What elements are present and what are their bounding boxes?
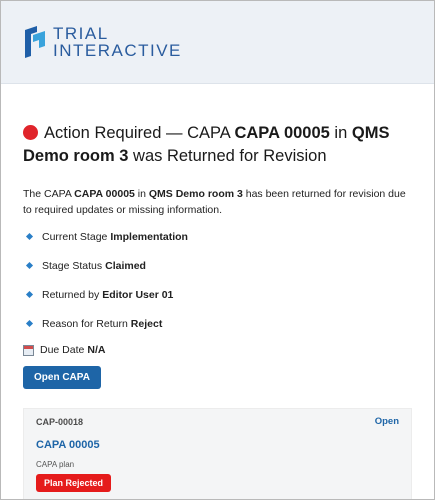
details-list: [23, 230, 412, 346]
description-suffix: has been returned for revision due to required updates or missing information.: [23, 188, 406, 216]
brand-name: [53, 25, 182, 59]
brand-line-1: TRIAL: [53, 24, 109, 43]
calendar-icon: [23, 345, 34, 356]
due-date: [23, 344, 412, 356]
headline-in: in: [329, 124, 352, 142]
headline-prefix: Action Required — CAPA: [44, 124, 235, 142]
card-subtitle: CAPA plan: [36, 460, 75, 469]
detail-label: Current Stage: [42, 231, 108, 243]
due-date-label: Due Date: [40, 344, 85, 356]
card-title[interactable]: CAPA 00005: [36, 439, 100, 451]
detail-returned-by: [23, 288, 412, 317]
description-prefix: The CAPA: [23, 188, 75, 200]
headline: [23, 122, 412, 168]
detail-value: Claimed: [105, 260, 146, 272]
open-capa-button[interactable]: Open CAPA: [23, 366, 101, 389]
detail-current-stage: [23, 230, 412, 259]
trial-interactive-logo-icon: [23, 26, 47, 58]
email-header: [1, 1, 434, 84]
diamond-bullet-icon: [26, 262, 33, 269]
detail-value: Implementation: [110, 231, 188, 243]
capa-card: [23, 408, 412, 500]
status-badge: Plan Rejected: [36, 474, 111, 492]
description-room: QMS Demo room 3: [148, 188, 243, 200]
headline-capa-id: CAPA 00005: [234, 124, 330, 142]
detail-label: Returned by: [42, 289, 100, 301]
detail-label: Reason for Return: [42, 318, 128, 330]
diamond-bullet-icon: [26, 291, 33, 298]
detail-value: Reject: [130, 318, 163, 330]
description: [23, 186, 412, 218]
due-date-value: N/A: [87, 344, 106, 356]
detail-label: Stage Status: [42, 260, 103, 272]
diamond-bullet-icon: [26, 320, 33, 327]
description-in: in: [134, 188, 149, 200]
diamond-bullet-icon: [26, 233, 33, 240]
email-body: [1, 122, 434, 500]
card-id: CAP-00018: [36, 417, 84, 427]
red-circle-icon: [23, 125, 38, 140]
card-open-link[interactable]: Open: [374, 416, 399, 427]
headline-suffix: was Returned for Revision: [128, 147, 327, 165]
brand-line-2: INTERACTIVE: [53, 41, 182, 60]
detail-stage-status: [23, 259, 412, 288]
detail-reason: [23, 317, 412, 346]
headline-room: QMS Demo room 3: [23, 124, 390, 165]
detail-value: Editor User 01: [102, 289, 174, 301]
description-capa-id: CAPA 00005: [74, 188, 135, 200]
